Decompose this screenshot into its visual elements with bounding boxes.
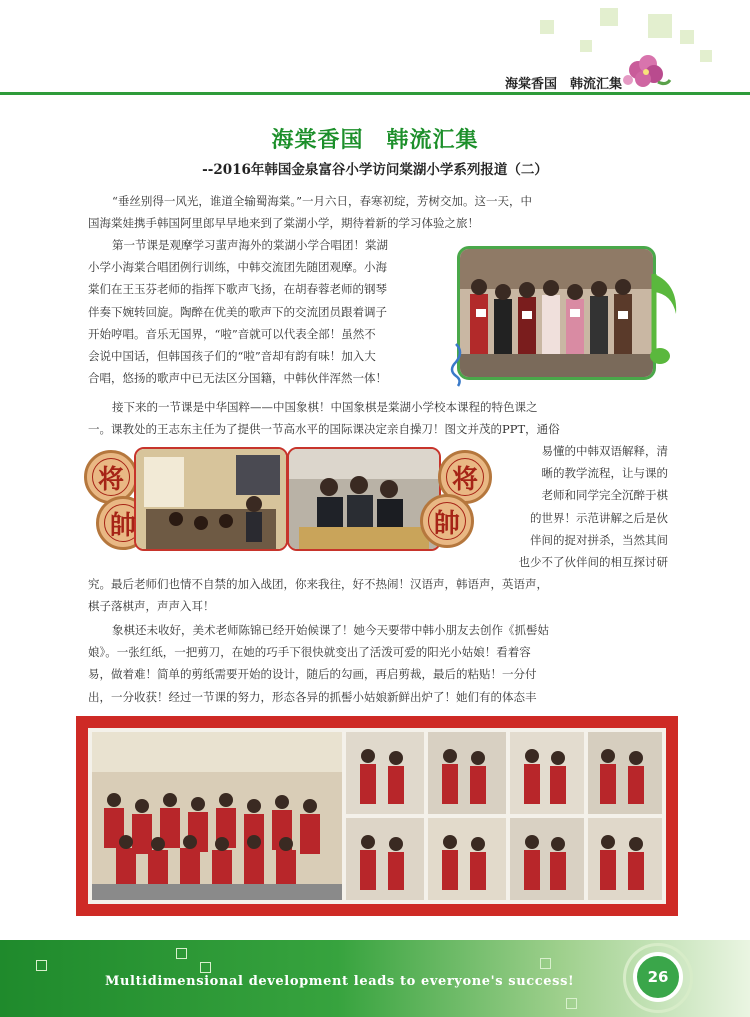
footer-slogan: Multidimensional development leads to everyone's success!: [105, 974, 575, 989]
choir-photo: [457, 246, 656, 380]
text-line: 易懂的中韩双语解释，清: [541, 444, 668, 458]
article-subtitle: --2016年韩国金泉富谷小学访问棠湖小学系列报道（二）: [202, 162, 548, 178]
decorative-square: [36, 960, 47, 971]
paragraph-3-top: [88, 396, 668, 440]
paragraph-3-bottom: [88, 573, 668, 617]
chess-piece-char: 将: [451, 464, 478, 495]
page-number: 26: [633, 952, 683, 1002]
chess-class-photo-1: [134, 447, 288, 551]
treble-clef-icon: [446, 340, 466, 388]
paragraph-3-right: [490, 440, 668, 573]
text-line: 象棋还未收好，美术老师陈锦已经开始候课了！她今天要带中韩小朋友去创作《抓髻姑: [112, 623, 549, 637]
paragraph-4: [88, 619, 668, 708]
chess-piece-general: [84, 450, 138, 504]
text-line: 会说中国话，但韩国孩子们的“啦”音却有韵有味！加入大: [88, 349, 376, 364]
photo-gallery: [76, 716, 678, 916]
chess-piece-char: 帥: [109, 510, 136, 541]
text-line: 开始哼唱。音乐无国界，“啦”音就可以代表全部！虽然不: [88, 326, 376, 341]
text-line: 第一节课是观摩学习蜚声海外的棠湖小学合唱团！棠湖: [112, 238, 388, 252]
text-line: 接下来的一节课是中华国粹——中国象棋！中国象棋是棠湖小学校本课程的特色课之: [112, 400, 538, 414]
decorative-square: [700, 50, 712, 62]
text-line: 国海棠娃携手韩国阿里郎早早地来到了棠湖小学，期待着新的学习体验之旅！: [88, 216, 479, 231]
article-title: 海棠香国 韩流汇集: [271, 127, 479, 153]
paragraph-2: [88, 234, 453, 389]
text-line: 老师和同学完全沉醉于棋: [541, 488, 668, 503]
text-line: 棠们在王玉芬老师的指挥下歌声飞扬，在胡春蓉老师的钢琴: [88, 282, 387, 297]
text-line: “垂丝别得一风光，谁道全输蜀海棠。”一月六日，春寒初绽，芳树交加。这一天，中: [112, 194, 533, 208]
header-section-title: 海棠香国 韩流汇集: [504, 77, 622, 92]
decorative-square: [566, 998, 577, 1009]
decorative-square: [540, 20, 554, 34]
gallery-collage: [88, 728, 666, 904]
text-line: 出，一分收获！经过一节课的努力，形态各异的抓髻小姑娘新鲜出炉了！她们有的体态丰: [88, 689, 537, 704]
chess-class-photo-2: [287, 447, 441, 551]
decorative-square: [580, 40, 592, 52]
gallery-inner: [88, 728, 666, 904]
text-line: 棋子落棋声，声声入耳！: [88, 599, 215, 614]
text-line: 小学小海棠合唱团例行训练，中韩交流团先随团观摩。小海: [88, 260, 387, 275]
chess-piece-marshal: [420, 494, 474, 548]
text-line: 易，做着难！简单的剪纸需要开始的设计，随后的勾画，再启剪裁，最后的粘贴！一分付: [88, 667, 537, 682]
music-note-icon: [648, 264, 684, 374]
text-line: 的世界！示范讲解之后是伙: [530, 510, 668, 525]
chess-piece-char: 帥: [433, 508, 460, 539]
decorative-square: [648, 14, 672, 38]
text-line: 一。课教处的王志东主任为了提供一节高水平的国际课决定亲自操刀！图文并茂的PPT，通俗: [88, 422, 560, 437]
text-line: 晰的教学流程，让与课的: [541, 466, 668, 481]
text-line: 究。最后老师们也情不自禁的加入战团，你来我往，好不热闹！汉语声，韩语声，英语声，: [88, 577, 548, 591]
chess-piece-char: 将: [97, 464, 124, 495]
decorative-square: [680, 30, 694, 44]
text-line: 合唱，悠扬的歌声中已无法区分国籍，中韩伙伴浑然一体！: [88, 371, 387, 386]
decorative-square: [176, 948, 187, 959]
text-line: 伴间的捉对拼杀，当然其间: [530, 532, 668, 547]
decorative-square: [200, 962, 211, 973]
header-rule: [0, 92, 750, 95]
decorative-square: [600, 8, 618, 26]
paragraph-1: [88, 190, 668, 234]
text-line: 也少不了伙伴间的相互探讨研: [518, 555, 668, 570]
begonia-flower-icon: [618, 52, 672, 92]
decorative-square: [540, 958, 551, 969]
text-line: 伴奏下婉转回旋。陶醉在优美的歌声下的交流团员跟着调子: [88, 304, 387, 319]
text-line: 娘》。一张红纸，一把剪刀，在她的巧手下很快就变出了活泼可爱的阳光小姑娘！看着容: [88, 645, 531, 660]
